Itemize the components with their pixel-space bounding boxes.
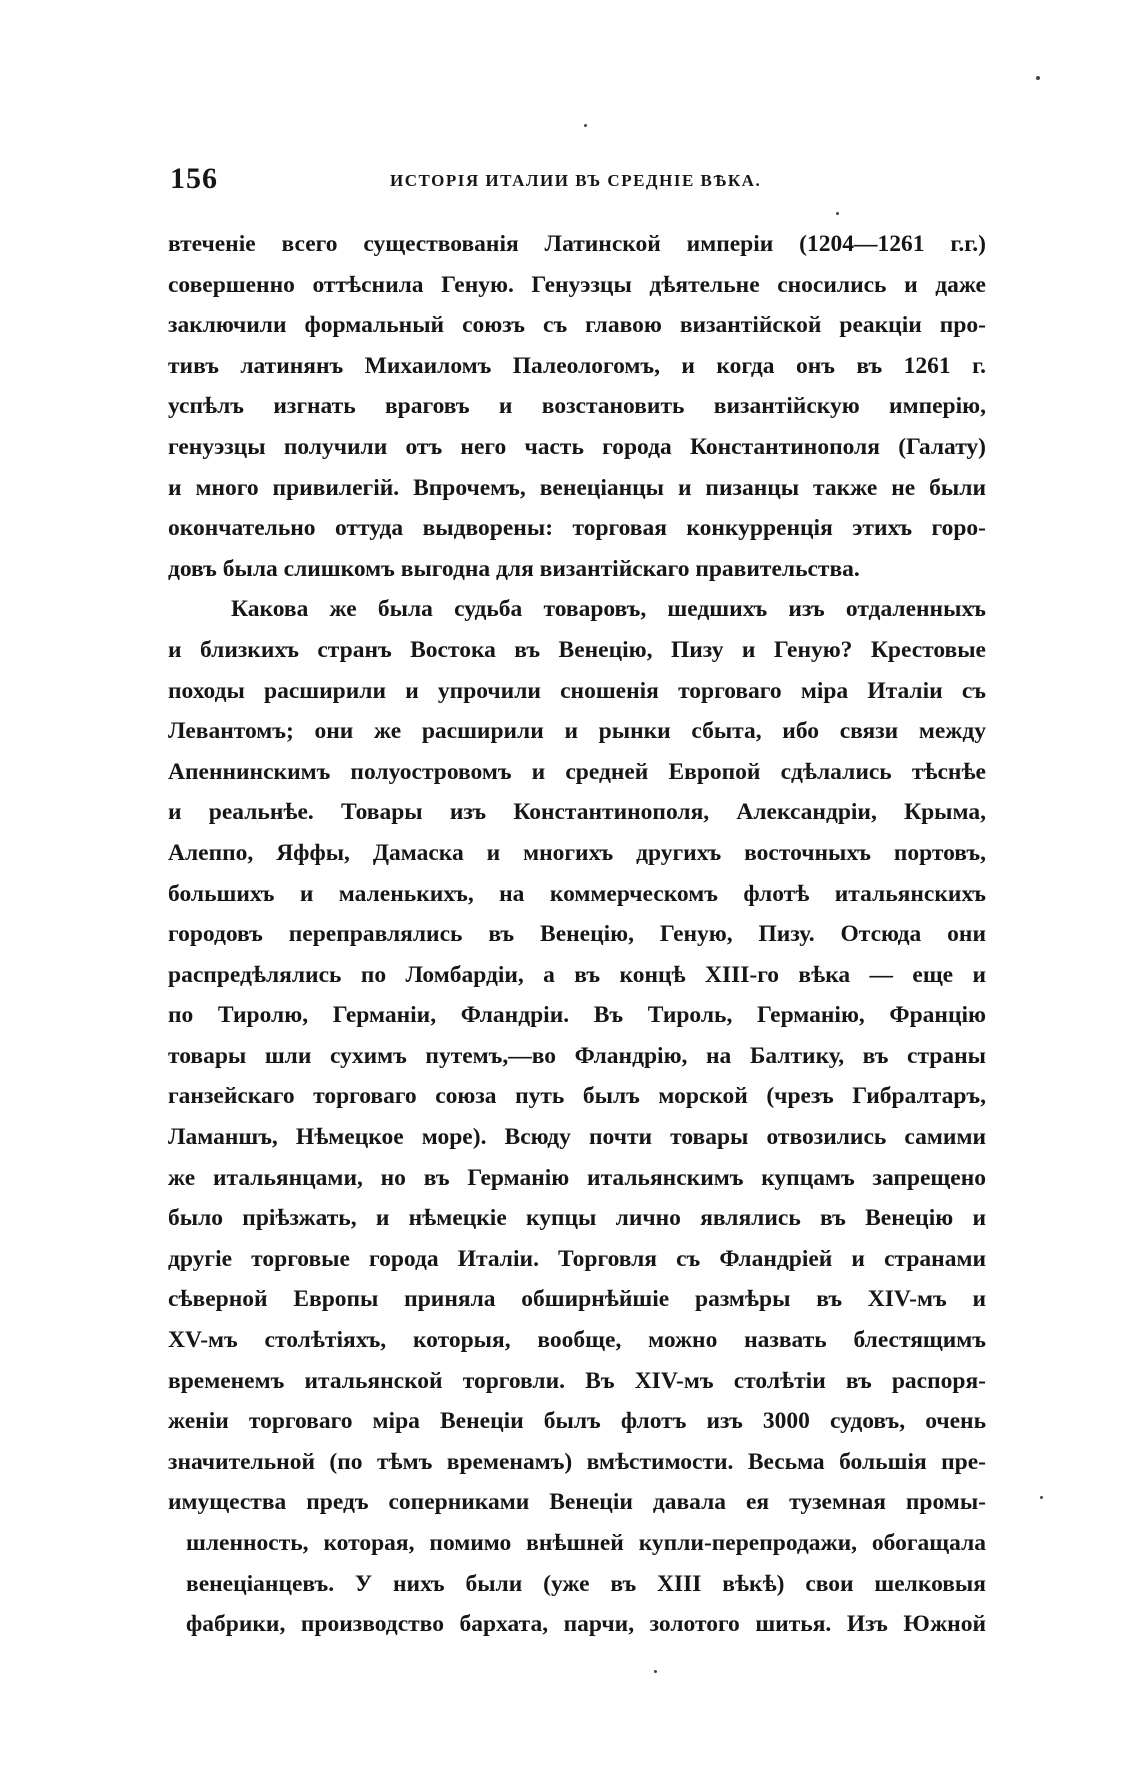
- body-text: [168, 224, 986, 1645]
- text-line: втеченіе всего существованія Латинской имперіи (1204—1261 г.г.): [168, 231, 986, 257]
- text-line: успѣлъ изгнать враговъ и возстановить византійскую имперію,: [168, 393, 986, 420]
- text-line: по Тиролю, Германіи, Фландріи. Въ Тироль, Германію, Францію: [168, 1002, 986, 1029]
- paper-speck: [584, 124, 587, 127]
- text-line: венеціанцевъ. У нихъ были (уже въ XIII вѣкѣ) свои шелковыя: [186, 1570, 986, 1597]
- page-header: [170, 162, 980, 202]
- text-line: женіи торговаго міра Венеціи былъ флотъ изъ 3000 судовъ, очень: [168, 1408, 986, 1435]
- text-line: окончательно оттуда выдворены: торговая конкурренція этихъ горо-: [168, 515, 986, 542]
- text-line: Апеннинскимъ полуостровомъ и средней Европой сдѣлались тѣснѣе: [168, 758, 986, 785]
- text-line: большихъ и маленькихъ, на коммерческомъ флотѣ итальянскихъ: [168, 880, 986, 907]
- text-line: товары шли сухимъ путемъ,—во Фландрію, на Балтику, въ страны: [168, 1042, 986, 1069]
- text-line: Алеппо, Яффы, Дамаска и многихъ другихъ восточныхъ портовъ,: [168, 839, 986, 866]
- paper-speck: [836, 212, 839, 215]
- page-number: 156: [170, 162, 218, 195]
- text-line: распредѣлялись по Ломбардіи, а въ концѣ XIII-го вѣка — еще и: [168, 961, 986, 988]
- text-line: же итальянцами, но въ Германію итальянскимъ купцамъ запрещено: [168, 1164, 986, 1191]
- paragraph-end-line: довъ была слишкомъ выгодна для византійскаго правительства.: [168, 555, 860, 582]
- text-line: и реальнѣе. Товары изъ Константинополя, Александріи, Крыма,: [168, 799, 986, 826]
- text-line: временемъ итальянской торговли. Въ XIV-мъ столѣтіи въ распоря-: [168, 1367, 986, 1394]
- text-line: ганзейскаго торговаго союза путь былъ морской (чрезъ Гибралтаръ,: [168, 1083, 986, 1110]
- text-line: было пріѣзжать, и нѣмецкіе купцы лично являлись въ Венецію и: [168, 1205, 986, 1232]
- paper-speck: [1040, 1496, 1043, 1499]
- text-line: генуэзцы получили отъ него часть города Константинополя (Галату): [168, 433, 986, 460]
- text-line: другіе торговые города Италіи. Торговля съ Фландріей и странами: [168, 1245, 986, 1272]
- text-line: Левантомъ; они же расширили и рынки сбыта, ибо связи между: [168, 718, 986, 745]
- paper-speck: [654, 1670, 657, 1673]
- text-line: шленность, которая, помимо внѣшней купли-перепродажи, обогащала: [186, 1530, 986, 1556]
- paragraph-start-line: Какова же была судьба товаровъ, шедшихъ изъ отдаленныхъ: [231, 596, 986, 623]
- text-line: совершенно оттѣснила Геную. Генуэзцы дѣятельне сносились и даже: [168, 271, 986, 298]
- text-line: и близкихъ странъ Востока въ Венецію, Пизу и Геную? Крестовые: [168, 636, 986, 663]
- text-line: значительной (по тѣмъ временамъ) вмѣстимости. Весьма большія пре-: [168, 1448, 986, 1475]
- text-line: заключили формальный союзъ съ главою византійской реакціи про-: [168, 312, 986, 339]
- text-line: тивъ латинянъ Михаиломъ Палеологомъ, и когда онъ въ 1261 г.: [168, 352, 986, 379]
- text-line: походы расширили и упрочили сношенія торговаго міра Италіи съ: [168, 677, 986, 704]
- text-line: имущества предъ соперниками Венеціи давала ея туземная промы-: [168, 1489, 986, 1516]
- text-line: сѣверной Европы приняла обширнѣйшіе размѣры въ XIV-мъ и: [168, 1286, 986, 1313]
- text-line: городовъ переправлялись въ Венецію, Геную, Пизу. Отсюда они: [168, 921, 986, 948]
- running-title: ИСТОРІЯ ИТАЛИИ ВЪ СРЕДНІЕ ВѢКА.: [390, 171, 762, 190]
- text-line: Ламаншъ, Нѣмецкое море). Всюду почти товары отвозились самими: [168, 1124, 986, 1151]
- text-line: и много привилегій. Впрочемъ, венеціанцы и пизанцы также не были: [168, 474, 986, 501]
- text-line: фабрики, производство бархата, парчи, золотого шитья. Изъ Южной: [186, 1611, 986, 1638]
- paper-speck: [1036, 76, 1040, 80]
- text-line: XV-мъ столѣтіяхъ, которыя, вообще, можно назвать блестящимъ: [168, 1327, 986, 1354]
